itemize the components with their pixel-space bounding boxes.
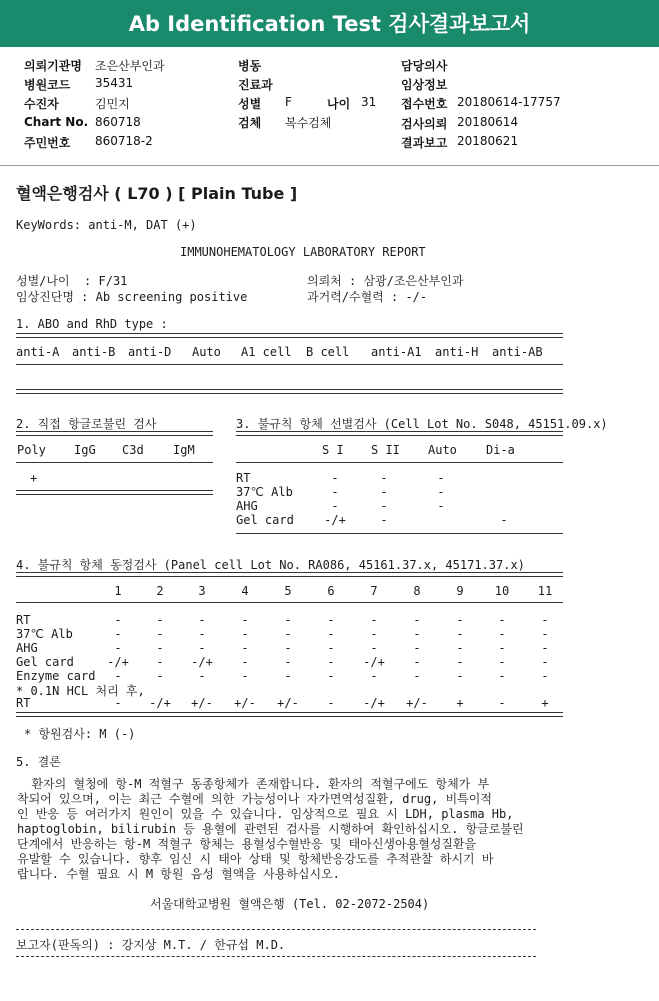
panel-cell: + [456,696,464,710]
panel-cell: - [327,655,335,669]
divider [16,602,563,603]
header-label: 병원코드 [24,78,71,92]
header-label: Chart No. [24,115,89,129]
screen-col: S II [371,443,400,457]
section-1-title: 1. ABO and RhD type : [16,317,168,331]
panel-col-header: 6 [327,584,335,598]
report-banner [0,0,659,47]
antigen-test: * 항원검사: M (-) [24,727,136,741]
panel-cell: - [156,655,164,669]
section-4-title: 4. 불규칙 항체 동정검사 (Panel cell Lot No. RA086, 45161.37.x, 45171.37.x) [16,558,525,572]
panel-col-header: 11 [537,584,553,598]
panel-cell: - [327,641,335,655]
screen-col: Auto [428,443,457,457]
panel-cell: -/+ [363,696,385,710]
abo-col: Auto [192,345,221,359]
panel-cell: - [327,627,335,641]
panel-cell: - [241,641,249,655]
transfusion-history: 과거력/수혈력 : -/- [307,290,428,304]
header-label: 수진자 [24,97,59,111]
header-label: 나이 [327,97,351,111]
abo-col: B cell [306,345,350,359]
header-label: 검사의뢰 [401,117,448,131]
panel-cell: + [541,696,549,710]
screen-cell: - [380,499,388,513]
panel-cell: - [541,641,549,655]
header-label: 의뢰기관명 [24,59,82,73]
dat-col: C3d [122,443,144,457]
panel-col-header: 3 [198,584,206,598]
abo-col: A1 cell [241,345,292,359]
panel-cell: - [284,641,292,655]
abo-col: anti-B [72,345,116,359]
panel-cell: - [241,627,249,641]
panel-cell: - [284,627,292,641]
panel-cell: - [541,627,549,641]
panel-cell: -/+ [363,655,385,669]
panel-cell: - [541,669,549,683]
panel-cell: - [413,613,421,627]
dat-col: Poly [17,443,46,457]
panel-cell: - [498,641,506,655]
header-value: 복수검체 [285,116,332,130]
report-title: 혈액은행검사 ( L70 ) [ Plain Tube ] [16,184,298,203]
panel-cell: - [241,613,249,627]
panel-row-label: RT [16,696,31,710]
header-label: 진료과 [238,78,273,92]
header-value: 35431 [95,76,134,90]
header-value: 20180614 [457,115,519,129]
header-label: 담당의사 [401,59,448,73]
section-2-title: 2. 직접 항글로불린 검사 [16,417,157,431]
panel-cell: +/- [234,696,256,710]
panel-cell: - [198,627,206,641]
header-value: 860718-2 [95,134,153,148]
patient-header [0,47,659,166]
lab-title: IMMUNOHEMATOLOGY LABORATORY REPORT [180,245,426,259]
abo-col: anti-H [435,345,479,359]
screen-col: Di-a [486,443,515,457]
panel-cell: - [413,669,421,683]
panel-col-header: 1 [114,584,122,598]
panel-row-label: Enzyme card [16,669,96,683]
divider [16,572,563,577]
panel-cell: -/+ [191,655,213,669]
panel-col-header: 9 [456,584,464,598]
panel-cell: - [541,613,549,627]
panel-cell: - [156,613,164,627]
panel-cell: - [114,627,122,641]
dat-value: + [30,471,38,485]
divider [16,929,536,930]
panel-cell: +/- [406,696,428,710]
header-label: 병동 [238,59,262,73]
header-label: 결과보고 [401,136,448,150]
panel-cell: - [241,669,249,683]
panel-col-header: 8 [413,584,421,598]
panel-cell: - [156,641,164,655]
screen-cell: - [380,513,388,527]
panel-cell: - [198,641,206,655]
panel-cell: - [370,669,378,683]
panel-cell: - [284,669,292,683]
dat-col: IgG [74,443,96,457]
panel-row-label: 37℃ Alb [16,627,73,641]
header-label: 접수번호 [401,97,448,111]
header-label: 성별 [238,97,262,111]
panel-cell: - [413,655,421,669]
panel-cell: - [498,655,506,669]
abo-col: anti-A1 [371,345,422,359]
panel-cell: - [198,613,206,627]
screen-cell: - [500,513,508,527]
divider [236,462,563,463]
screen-cell: - [331,485,339,499]
panel-cell: - [456,655,464,669]
abo-col: anti-AB [492,345,543,359]
header-value: 20180621 [457,134,519,148]
divider [16,712,563,717]
header-label: 임상정보 [401,78,448,92]
screen-cell: - [437,499,445,513]
clinical-diagnosis: 임상진단명 : Ab screening positive [16,290,248,304]
panel-col-header: 4 [241,584,249,598]
panel-col-header: 2 [156,584,164,598]
divider [16,389,563,394]
panel-cell: - [114,641,122,655]
divider [16,333,563,338]
header-label: 주민번호 [24,136,71,150]
header-value: F [285,95,292,109]
panel-cell: - [498,669,506,683]
panel-cell: - [456,627,464,641]
screen-cell: - [437,485,445,499]
screen-cell: - [437,471,445,485]
screen-row-label: AHG [236,499,258,513]
header-value: 김민지 [95,97,130,111]
panel-col-header: 7 [370,584,378,598]
panel-cell: - [456,669,464,683]
panel-cell: - [370,627,378,641]
panel-cell: - [498,627,506,641]
panel-cell: - [370,641,378,655]
header-value: 860718 [95,115,141,129]
panel-cell: - [114,669,122,683]
panel-cell: - [413,627,421,641]
institution: 서울대학교병원 혈액은행 (Tel. 02-2072-2504) [150,897,430,911]
acid-treatment-note: * 0.1N HCL 처리 후, [16,684,145,698]
panel-cell: - [456,641,464,655]
dat-col: IgM [173,443,195,457]
requester: 의뢰처 : 삼광/조은산부인과 [307,274,464,288]
screen-row-label: Gel card [236,513,294,527]
screen-row-label: RT [236,471,251,485]
panel-col-header: 10 [494,584,510,598]
panel-cell: - [198,669,206,683]
screen-cell: - [380,471,388,485]
conclusion-text: 환자의 혈청에 항-M 적혈구 동종항체가 존재합니다. 환자의 적혈구에도 항체가 부 착되어 있으며, 이는 최근 수혈에 의한 가능성이나 자가면역성질환, drug, 비특이적 인 반응 등 여러가지 원인이 있을 수 있습니다. 임상적으로 필요 시 LDH, plasma Hb, haptoglobin, bilirubin 등 용혈에 관련된 검사를 시행하여 확인하십시오. 항글로불린 단계에서 반응하는 항-M 적혈구 항체는 용혈성수혈반응 및 태아신생아용혈성질환을 유발할 수 있습니다. 향후 임신 시 태아 상태 및 항체반응강도를 추적관찰 하시기 바 랍니다. 수혈 필요 시 M 항원 음성 혈액을 사용하십시오. [17,777,524,881]
panel-cell: +/- [277,696,299,710]
sex-age: 성별/나이 : F/31 [16,274,128,288]
panel-cell: -/+ [149,696,171,710]
divider [236,431,563,436]
panel-cell: - [370,613,378,627]
panel-cell: - [284,655,292,669]
panel-row-label: AHG [16,641,38,655]
screen-col: S I [322,443,344,457]
panel-col-header: 5 [284,584,292,598]
header-label: 검체 [238,116,262,130]
screen-row-label: 37℃ Alb [236,485,293,499]
panel-cell: - [156,627,164,641]
panel-row-label: RT [16,613,31,627]
panel-cell: - [241,655,249,669]
screen-cell: - [331,499,339,513]
panel-cell: - [327,613,335,627]
panel-cell: - [284,613,292,627]
divider [16,431,213,436]
divider [16,364,563,365]
panel-cell: - [456,613,464,627]
divider [16,490,213,495]
panel-cell: -/+ [107,655,129,669]
abo-col: anti-D [128,345,172,359]
divider [236,533,563,534]
panel-cell: +/- [191,696,213,710]
banner-title: Ab Identification Test 검사결과보고서 [128,12,531,36]
divider [16,462,213,463]
panel-cell: - [114,613,122,627]
panel-cell: - [327,696,335,710]
abo-col: anti-A [16,345,60,359]
panel-cell: - [327,669,335,683]
panel-cell: - [156,669,164,683]
panel-row-label: Gel card [16,655,74,669]
panel-cell: - [498,696,506,710]
panel-cell: - [541,655,549,669]
screen-cell: - [331,471,339,485]
header-value: 20180614-17757 [457,95,561,109]
lab-report [0,165,659,1001]
divider [16,956,536,957]
screen-cell: - [380,485,388,499]
section-5-title: 5. 결론 [16,755,61,769]
panel-cell: - [413,641,421,655]
header-value: 조은산부인과 [95,59,165,73]
header-value: 31 [361,95,377,109]
reporter: 보고자(판독의) : 강지상 M.T. / 한규섭 M.D. [16,938,286,952]
section-3-title: 3. 불규칙 항체 선별검사 (Cell Lot No. S048, 45151.09.x) [236,417,608,431]
keywords: KeyWords: anti-M, DAT (+) [16,218,197,232]
panel-cell: - [498,613,506,627]
panel-cell: - [114,696,122,710]
screen-cell: -/+ [324,513,346,527]
